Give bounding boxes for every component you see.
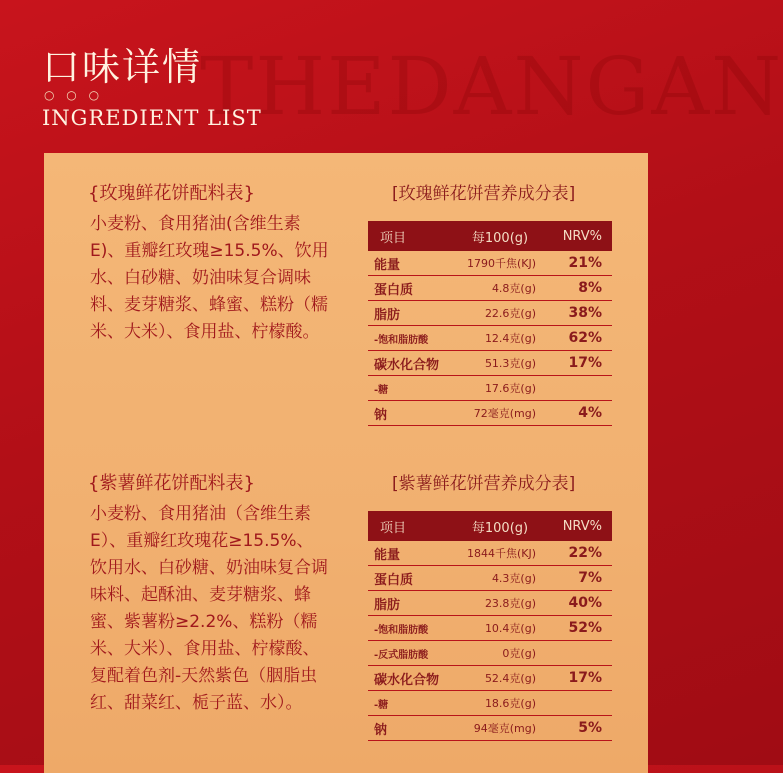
nutrient-name: -饱和脂肪酸 — [368, 616, 460, 641]
nutrient-value: 1844千焦(KJ) — [460, 541, 540, 566]
nutrient-value: 72毫克(mg) — [460, 401, 540, 426]
nutrition-table — [368, 511, 612, 741]
ingredient-heading: {紫薯鲜花饼配料表} — [88, 473, 255, 494]
nutrient-name: -糖 — [368, 691, 460, 716]
nutrient-nrv: 40% — [540, 591, 612, 616]
nutrient-value: 22.6克(g) — [460, 301, 540, 326]
ingredient-text: 小麦粉、食用猪油(含维生素E)、重瓣红玫瑰≥15.5%、饮用水、白砂糖、奶油味复合调味料、麦芽糖浆、蜂蜜、糕粉（糯米、大米）、食用盐、柠檬酸。 — [90, 214, 329, 342]
nutrition-table — [368, 221, 612, 426]
ingredient-text: 小麦粉、食用猪油（含维生素E）、重瓣红玫瑰花≥15.5%、饮用水、白砂糖、奶油味复合调味料、起酥油、麦芽糖浆、蜂蜜、紫薯粉≥2.2%、糕粉（糯米、大米）、食用盐、柠檬酸、复配着色剂-天然紫色（胭脂虫红、甜菜红、栀子蓝、水）。 — [90, 504, 328, 713]
table-row — [368, 376, 612, 401]
table-row — [368, 251, 612, 276]
nutrition-heading: [紫薯鲜花饼营养成分表] — [392, 474, 576, 494]
nutrient-name: 钠 — [368, 716, 460, 741]
nutrient-value: 94毫克(mg) — [460, 716, 540, 741]
table-row — [368, 566, 612, 591]
table-row — [368, 326, 612, 351]
nutrient-value: 12.4克(g) — [460, 326, 540, 351]
table-row — [368, 591, 612, 616]
table-row — [368, 691, 612, 716]
table-row — [368, 716, 612, 741]
nutrient-nrv: 8% — [540, 276, 612, 301]
nutrient-value: 18.6克(g) — [460, 691, 540, 716]
nutrient-nrv: 52% — [540, 616, 612, 641]
table-row — [368, 301, 612, 326]
nutrient-nrv: 38% — [540, 301, 612, 326]
table-header-row — [368, 511, 612, 541]
background-watermark: THEDANGAN — [200, 40, 783, 133]
nutrient-value: 0克(g) — [460, 641, 540, 666]
table-row — [368, 401, 612, 426]
table-row — [368, 666, 612, 691]
nutrient-nrv: 17% — [540, 351, 612, 376]
nutrient-name: 蛋白质 — [368, 276, 460, 301]
column-header-per100g: 每100(g) — [460, 221, 540, 251]
nutrient-name: 脂肪 — [368, 301, 460, 326]
nutrient-nrv: 4% — [540, 401, 612, 426]
table-row — [368, 541, 612, 566]
nutrient-nrv: 22% — [540, 541, 612, 566]
table-row — [368, 276, 612, 301]
nutrient-name: 能量 — [368, 251, 460, 276]
ingredient-card — [44, 153, 648, 773]
nutrient-nrv: 21% — [540, 251, 612, 276]
nutrient-value: 4.8克(g) — [460, 276, 540, 301]
nutrient-name: -糖 — [368, 376, 460, 401]
nutrient-nrv: 5% — [540, 716, 612, 741]
table-row — [368, 351, 612, 376]
nutrient-name: 碳水化合物 — [368, 351, 460, 376]
column-header-per100g: 每100(g) — [460, 511, 540, 541]
nutrient-name: 碳水化合物 — [368, 666, 460, 691]
nutrient-nrv: 17% — [540, 666, 612, 691]
nutrient-name: 脂肪 — [368, 591, 460, 616]
nutrient-value: 51.3克(g) — [460, 351, 540, 376]
ingredient-heading: {玫瑰鲜花饼配料表} — [88, 183, 255, 204]
nutrient-value: 1790千焦(KJ) — [460, 251, 540, 276]
column-header-nrv: NRV% — [540, 221, 612, 251]
column-header-item: 项目 — [368, 221, 460, 251]
nutrient-nrv: 7% — [540, 566, 612, 591]
nutrient-name: -饱和脂肪酸 — [368, 326, 460, 351]
column-header-item: 项目 — [368, 511, 460, 541]
page-title: 口味详情 — [42, 45, 203, 89]
table-row — [368, 616, 612, 641]
table-header-row — [368, 221, 612, 251]
nutrient-value: 4.3克(g) — [460, 566, 540, 591]
nutrient-value: 10.4克(g) — [460, 616, 540, 641]
nutrient-name: -反式脂肪酸 — [368, 641, 460, 666]
nutrient-value: 52.4克(g) — [460, 666, 540, 691]
nutrition-heading: [玫瑰鲜花饼营养成分表] — [392, 184, 576, 204]
page-subtitle: INGREDIENT LIST — [42, 106, 262, 130]
nutrient-nrv — [540, 376, 612, 401]
table-row — [368, 641, 612, 666]
nutrient-name: 钠 — [368, 401, 460, 426]
nutrient-nrv: 62% — [540, 326, 612, 351]
nutrient-value: 17.6克(g) — [460, 376, 540, 401]
nutrient-value: 23.8克(g) — [460, 591, 540, 616]
nutrient-name: 能量 — [368, 541, 460, 566]
decorative-dots: ○ ○ ○ — [44, 88, 104, 102]
nutrient-name: 蛋白质 — [368, 566, 460, 591]
column-header-nrv: NRV% — [540, 511, 612, 541]
nutrient-nrv — [540, 691, 612, 716]
nutrient-nrv — [540, 641, 612, 666]
